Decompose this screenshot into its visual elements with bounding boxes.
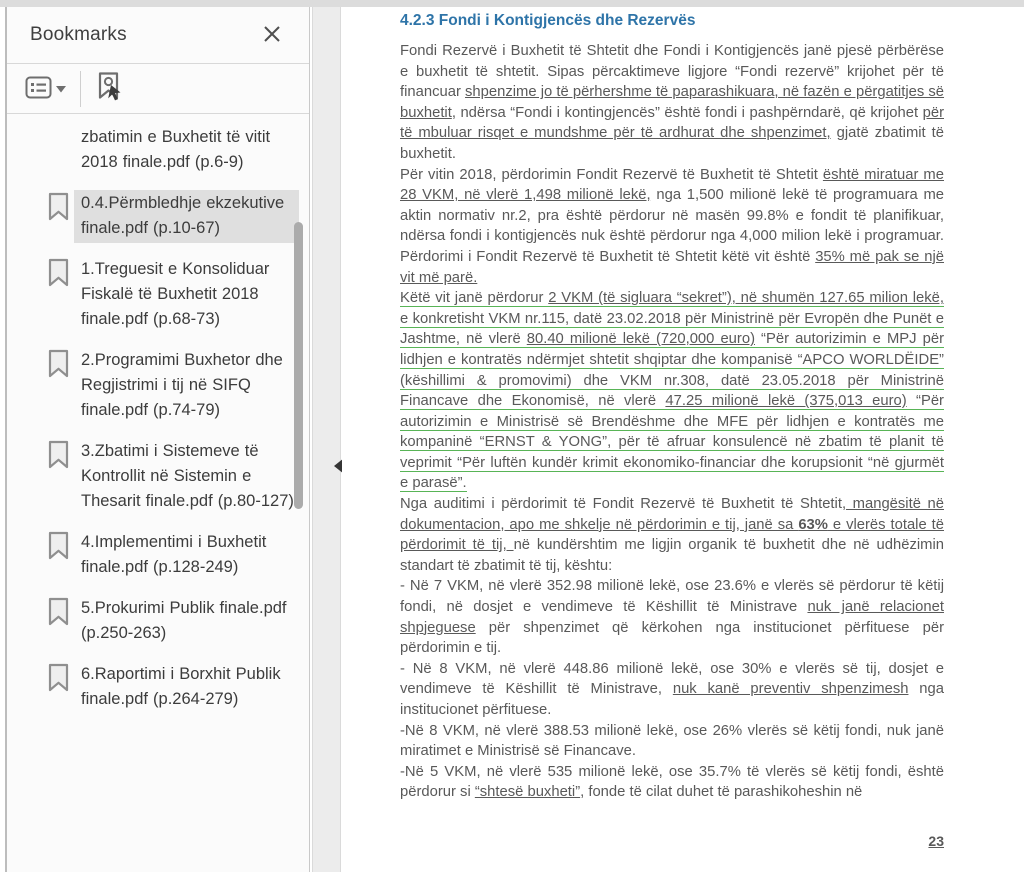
underlined-text-run: 80.40 milionë lekë (720,000 euro) [526, 331, 755, 348]
underlined-text-run: është miratuar me 28 VKM, në vlerë 1,498 milionë lekë, [400, 166, 944, 204]
bookmark-list[interactable] [7, 114, 309, 863]
bookmark-item-label: 6.Raportimi i Borxhit Publik finale.pdf (p.264-279) [81, 665, 281, 708]
bookmark-icon [47, 663, 71, 697]
paragraph [400, 494, 944, 576]
paragraph [400, 762, 944, 803]
underlined-text-run: nuk janë relacionet shpjeguese [400, 599, 944, 636]
underlined-text-run: e konkretisht VKM nr.115, datë 23.02.2018 për Ministrinë për Evropën dhe Punët e Jashtme, në vlerë [400, 310, 944, 348]
find-current-bookmark-icon [95, 71, 125, 106]
section-heading: 4.2.3 Fondi i Kontigjencës dhe Rezervës [400, 12, 696, 29]
toolbar-separator [80, 71, 81, 107]
find-current-bookmark-button[interactable] [95, 71, 125, 106]
paragraph [400, 721, 944, 762]
close-icon [262, 24, 282, 47]
bookmarks-panel-header [7, 7, 309, 64]
panel-gutter [312, 7, 341, 872]
bookmark-item-label: 3.Zbatimi i Sistemeve të Kontrollit në Sistemin e Thesarit finale.pdf (p.80-127) [81, 442, 294, 510]
underlined-text-run: “shtesë buxheti” [474, 784, 581, 801]
underlined-text-run: 47.25 milionë lekë (375,013 euro) [665, 393, 907, 410]
underlined-text-run: Këtë vit janë përdorur [400, 290, 549, 307]
text-run: -Në 8 VKM, në vlerë 388.53 milionë lekë, ose 26% vlerës së këtij fondi, nuk janë miratimet e Ministrisë së Financave. [400, 722, 944, 760]
bookmark-options-button[interactable] [25, 76, 66, 102]
paragraph [400, 659, 944, 721]
bookmark-options-icon [25, 76, 52, 102]
bookmarks-panel [5, 7, 310, 872]
underlined-text-run: 63% [798, 516, 828, 533]
text-run: nga institucionet përfituese. [400, 681, 944, 718]
text-run: Për vitin 2018, përdorimin Fondit Rezervë të Buxhetit të Shtetit [400, 166, 823, 183]
bookmark-item[interactable] [47, 347, 299, 425]
paragraph [400, 576, 944, 658]
bookmark-item-label: 0.4.Përmbledhje ekzekutive finale.pdf (p.10-67) [74, 190, 299, 243]
bookmark-icon [47, 597, 71, 631]
document-body [400, 41, 944, 803]
bookmark-item[interactable] [47, 529, 299, 582]
bookmark-item[interactable] [47, 438, 299, 516]
underlined-text-run: nuk kanë preventiv shpenzimesh [672, 681, 909, 698]
bookmark-item-label: 2.Programimi Buxhetor dhe Regjistrimi i tij në SIFQ finale.pdf (p.74-79) [81, 351, 283, 419]
document-page [342, 7, 1024, 872]
bookmark-icon [47, 440, 71, 474]
underlined-text-run: , mangësitë në dokumentacion, apo me shkelje në përdorimin e tij, janë sa [400, 496, 944, 533]
window-top-strip [0, 0, 1024, 7]
bookmark-item-label: zbatimin e Buxhetit të vitit 2018 finale.pdf (p.6-9) [81, 128, 271, 171]
chevron-down-icon [56, 81, 66, 96]
underlined-text-run: shpenzime jo të përhershme të paparashikuara, në fazën e përgatitjes së buxhetit [400, 84, 945, 121]
bookmark-item[interactable] [47, 661, 299, 714]
bookmark-item[interactable] [47, 256, 299, 334]
underlined-text-run: “Për autorizimin e Ministrisë së Brendëshme dhe MFE për lidhjen e kontratës me kompaninë “ERNST & YONG”, për të afruar konsulencë në zbatim të planit të veprimit “Për luftën kundër krimit ekonomiko-financiar dhe korupsionit “në gjurmët e parasë”. [400, 393, 944, 492]
underlined-text-run: 35% më pak se një vit më parë. [400, 248, 944, 286]
bookmark-item[interactable] [47, 595, 299, 648]
paragraph [400, 165, 944, 289]
bookmarks-toolbar [7, 64, 309, 114]
close-panel-button[interactable] [259, 22, 285, 48]
bookmarks-scrollbar-thumb[interactable] [294, 222, 303, 509]
text-run: gjatë zbatimit të buxhetit. [400, 125, 944, 162]
text-run: nga 1,500 milionë lekë të programuara me aktin normativ nr.2, pra është përdorur në masën 99.8% e fondit të planifikuar, ndërsa fondi i kontigjencës nuk është përdorur nga 4,000 milion lekë i programuar. Përdorimi i Fondit Rezervë të Buxhetit të Shtetit këtë vit është [400, 187, 945, 265]
bookmark-icon [47, 258, 71, 292]
page-number: 23 [928, 832, 944, 849]
underlined-text-run: e vlerës totale të përdorimit të tij, [400, 516, 944, 554]
paragraph [400, 288, 944, 494]
text-run: në kundërshtim me ligjin organik të buxhetit dhe në udhëzimin standart të zbatimit të tij, kështu: [400, 537, 944, 574]
text-run: - Në 8 VKM, në vlerë 448.86 milionë lekë, ose 30% e vlerës së tij, dosjet e vendimeve të Këshillit të Ministrave, [400, 660, 944, 698]
bookmark-icon [47, 531, 71, 565]
underlined-text-run: “Për autorizimin e MPJ për lidhjen e kontratës ndërmjet shtetit shqiptar dhe kompanisë “APCO WORLDËIDE” (këshillimi & promovimi) dhe VKM nr.308, datë 23.05.2018 për Ministrinë Financave dhe Ekonomisë, në vlerë [400, 331, 945, 410]
text-run: për shpenzimet që kërkohen nga institucionet përfituese për përdorimin e tij. [400, 619, 944, 657]
bookmark-item-label: 4.Implementimi i Buxhetit finale.pdf (p.128-249) [81, 533, 267, 576]
underlined-text-run: 2 VKM (të sigluara “sekret”), në shumën 127.65 milion lekë, [548, 290, 945, 307]
bookmark-icon [47, 349, 71, 383]
text-run: - Në 7 VKM, në vlerë 352.98 milionë lekë, ose 23.6% e vlerës së përdorur të këtij fondi, në dosjet e vendimeve të Këshillit të Ministrave [400, 578, 944, 616]
bookmark-icon [47, 192, 71, 226]
bookmarks-panel-title: Bookmarks [30, 24, 127, 45]
underlined-text-run: për të mbuluar risqet e mundshme për të ardhurat dhe shpenzimet, [400, 104, 944, 142]
text-run: , ndërsa “Fondi i kontingjencës” është fondi i pashpërndarë, që krijohet [451, 104, 923, 121]
text-run: Nga auditimi i përdorimit të Fondit Rezervë të Buxhetit të Shtetit [400, 496, 842, 513]
bookmark-item[interactable] [47, 190, 299, 243]
text-run: -Në 5 VKM, në vlerë 535 milionë lekë, ose 35.7% të vlerës së këtij fondi, është përdorur si [400, 763, 944, 801]
bookmark-item-label: 5.Prokurimi Publik finale.pdf (p.250-263) [81, 599, 287, 642]
paragraph [400, 41, 944, 165]
text-run: , fonde të cilat duhet të parashikoheshin në [580, 784, 863, 801]
bookmark-item[interactable] [47, 124, 299, 177]
bookmark-item-label: 1.Treguesit e Konsoliduar Fiskalë të Buxhetit 2018 finale.pdf (p.68-73) [81, 260, 270, 328]
text-run: Fondi Rezervë i Buxhetit të Shtetit dhe Fondi i Kontigjencës janë pjesë përbërëse e buxhetit të shtetit. Sipas përcaktimeve ligjore “Fondi rezervë” krijohet për të financuar [400, 43, 944, 101]
